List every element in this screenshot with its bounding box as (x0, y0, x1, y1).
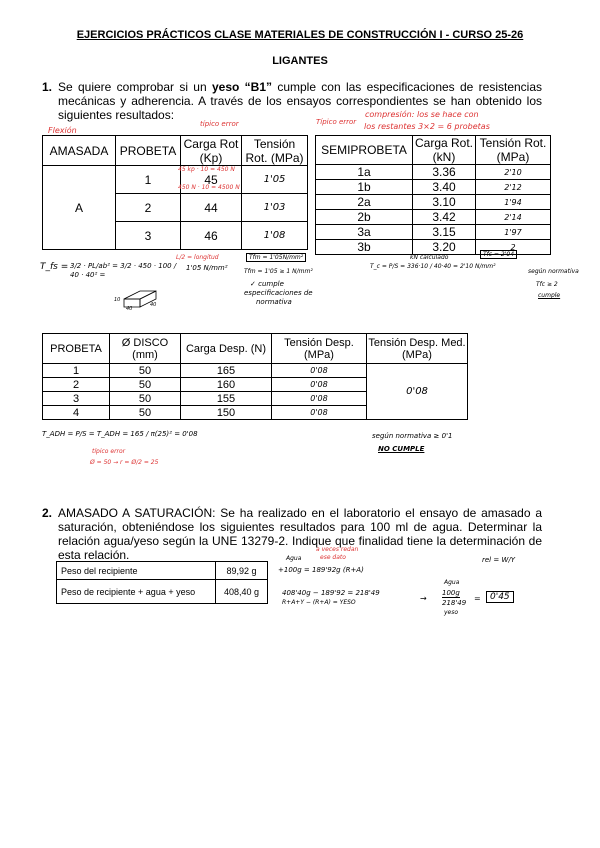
saturacion-line-3: R+A+Y − (R+A) = YESO (282, 599, 356, 606)
cell-probeta: 1 (116, 166, 181, 194)
document-title: EJERCICIOS PRÁCTICOS CLASE MATERIALES DE CONSTRUCCIÓN I - CURSO 25-26 (76, 29, 524, 41)
fraction-denominator: 218'49 (442, 599, 467, 607)
header-carga: Carga Desp. (N) (181, 334, 272, 364)
cell-carga: 160 (181, 378, 272, 392)
header-tension: Tensión Rot. (MPa) (476, 136, 551, 165)
row-value: 89,92 g (216, 562, 268, 580)
cell-disco: 50 (110, 378, 181, 392)
equals-sign: = (474, 594, 481, 603)
exercise-1-number: 1. (42, 80, 53, 94)
cell-tension: 2'14 (476, 210, 551, 225)
cell-tension: 2'10 (476, 165, 551, 180)
fraction-top-label: Agua (444, 579, 460, 586)
annotation-phi: Ø = 50 → r = Ø/2 = 25 (90, 459, 159, 466)
cell-semi: 1b (316, 180, 413, 195)
fraction-bottom-label: yeso (444, 609, 459, 616)
fraction-numerator: 100g (442, 589, 460, 597)
cell-disco: 50 (110, 406, 181, 420)
cell-tension: 0'08 (272, 392, 367, 406)
annotation-typical-error-3: típico error (92, 448, 126, 455)
header-tension: Tensión Desp. (MPa) (272, 334, 367, 364)
cell-carga: 46 (181, 222, 242, 250)
cell-tension: 1'03 (242, 194, 308, 222)
kn-calculado-note: kN calculado (410, 254, 449, 261)
row-label: Peso de recipiente + agua + yeso (57, 580, 216, 604)
annotation-ese-dato: ese dato (320, 554, 346, 561)
cell-probeta: 2 (43, 378, 110, 392)
especificaciones-note: especificaciones de (244, 289, 313, 297)
row-label: Peso del recipiente (57, 562, 216, 580)
cell-probeta: 4 (43, 406, 110, 420)
cell-carga: 155 (181, 392, 272, 406)
header-carga: Carga Rot (Kp) (181, 136, 242, 166)
relacion-formula: rel = W/Y (482, 556, 516, 564)
header-semiprobeta: SEMIPROBETA (316, 136, 413, 165)
cell-semi: 2b (316, 210, 413, 225)
segun-normativa-comp: según normativa (528, 268, 579, 275)
cell-carga: 3.20 (413, 240, 476, 255)
compresion-formula: T_c = P/S = 336·10 / 40·40 = 2'10 N/mm² (370, 263, 496, 270)
cell-probeta: 3 (116, 222, 181, 250)
annotation-typical-error-1: típico error (200, 120, 239, 128)
header-probeta: PROBETA (116, 136, 181, 166)
header-amasada: AMASADA (43, 136, 116, 166)
relacion-resultado: 0'45 (486, 591, 514, 603)
cell-semi: 3a (316, 225, 413, 240)
cell-tension: 0'08 (272, 378, 367, 392)
annotation-typical-error-2: Típico error (316, 118, 357, 126)
segun-normativa-adh: según normativa ≥ 0'1 (372, 432, 453, 440)
dim-label: 40 (150, 302, 157, 308)
saturacion-line-2: 408'40g − 189'92 = 218'49 (282, 589, 380, 597)
tfm-box: Tfm = 1'05N/mm² (246, 253, 306, 262)
tfc-requirement: Tfc ≥ 2 (536, 281, 558, 288)
row-value: 408,40 g (216, 580, 268, 604)
annotation-carga-2: 450 N · 10 = 4500 N (178, 184, 240, 191)
cell-tension-media: 0'08 (367, 364, 468, 420)
cell-tension: 1'05 (242, 166, 308, 194)
annotation-lw: L/2 = longitud (176, 254, 219, 261)
tfm-line: Tfm = 1'05 ≥ 1 N/mm² (244, 268, 313, 275)
prism-top (124, 291, 156, 299)
no-cumple: NO CUMPLE (378, 445, 425, 453)
tfc-box: Tfc = 2'04 (480, 250, 517, 259)
header-probeta: PROBETA (43, 334, 110, 364)
saturacion-line-1: +100g = 189'92g (R+A) (278, 566, 364, 574)
agua-label: Agua (286, 555, 302, 562)
annotation-restantes: los restantes 3×2 = 6 probetas (364, 122, 490, 131)
cell-tension: 1'94 (476, 195, 551, 210)
cumple-flexion: ✓ cumple (250, 280, 284, 288)
cell-probeta: 3 (43, 392, 110, 406)
cell-tension: 2'12 (476, 180, 551, 195)
cell-disco: 50 (110, 392, 181, 406)
cell-tension: 2 (476, 240, 551, 255)
cell-tension: 1'97 (476, 225, 551, 240)
flexion-table (42, 135, 308, 250)
header-tension-media: Tensión Desp. Med. (MPa) (367, 334, 468, 364)
arrow-icon: → (420, 594, 427, 603)
flexion-result: 1'05 N/mm² (186, 264, 228, 272)
cell-carga: 150 (181, 406, 272, 420)
flexion-formula: 3/2 · PL/ab² = 3/2 · 450 · 100 / 40 · 40² = (70, 262, 177, 279)
adherencia-table (42, 333, 468, 420)
cell-tension: 1'08 (242, 222, 308, 250)
cell-carga: 3.10 (413, 195, 476, 210)
compresion-table (315, 135, 551, 255)
cell-carga: 3.36 (413, 165, 476, 180)
cell-semi: 3b (316, 240, 413, 255)
cell-semi: 1a (316, 165, 413, 180)
annotation-a-veces: a veces redan (316, 546, 359, 553)
annotation-compresion: compresión: los se hace con (365, 110, 479, 119)
header-carga: Carga Rot. (kN) (413, 136, 476, 165)
cell-tension: 0'08 (272, 364, 367, 378)
cell-disco: 50 (110, 364, 181, 378)
normativa-note: normativa (256, 298, 292, 306)
exercise-2-number: 2. (42, 506, 53, 520)
cell-carga: 3.42 (413, 210, 476, 225)
cell-carga: 3.15 (413, 225, 476, 240)
annotation-flexion: Flexión (48, 126, 77, 135)
section-title: LIGANTES (272, 55, 328, 67)
dim-label: 40 (126, 306, 133, 312)
cell-semi: 2a (316, 195, 413, 210)
dim-label: 10 (114, 297, 121, 303)
cell-tension: 0'08 (272, 406, 367, 420)
cell-carga: 165 (181, 364, 272, 378)
exercise-1-statement: Se quiere comprobar si un yeso “B1” cumple con las especificaciones de resistencias mecánicas y adherencia. A través de los ensayos correspondientes se han obtenido los siguientes resultados: (58, 80, 543, 122)
cell-amasada: A (43, 166, 116, 250)
cumple-compresion: cumple (538, 292, 561, 299)
header-tension: Tensión Rot. (MPa) (242, 136, 308, 166)
saturacion-table (56, 561, 268, 604)
cell-carga: 3.40 (413, 180, 476, 195)
cell-probeta: 2 (116, 194, 181, 222)
exercise-2-statement: AMASADO A SATURACIÓN: Se ha realizado en el laboratorio el ensayo de amasado a saturación, obteniéndose los siguientes resultados para 100 ml de agua. Determinar la relación agua/yeso según la UNE 13279-2. Indique que finalidad tiene la determinación de esta relación. (58, 506, 542, 562)
annotation-carga-1: 45 kp · 10 = 450 N (178, 166, 235, 173)
cell-carga: 44 (181, 194, 242, 222)
header-disco: Ø DISCO (mm) (110, 334, 181, 364)
cell-carga: 45 (181, 166, 242, 194)
flexion-formula-lhs: T_fs = (40, 262, 69, 272)
cell-probeta: 1 (43, 364, 110, 378)
adherencia-formula: T_ADH = P/S = T_ADH = 165 / π(25)² = 0'08 (42, 430, 198, 438)
